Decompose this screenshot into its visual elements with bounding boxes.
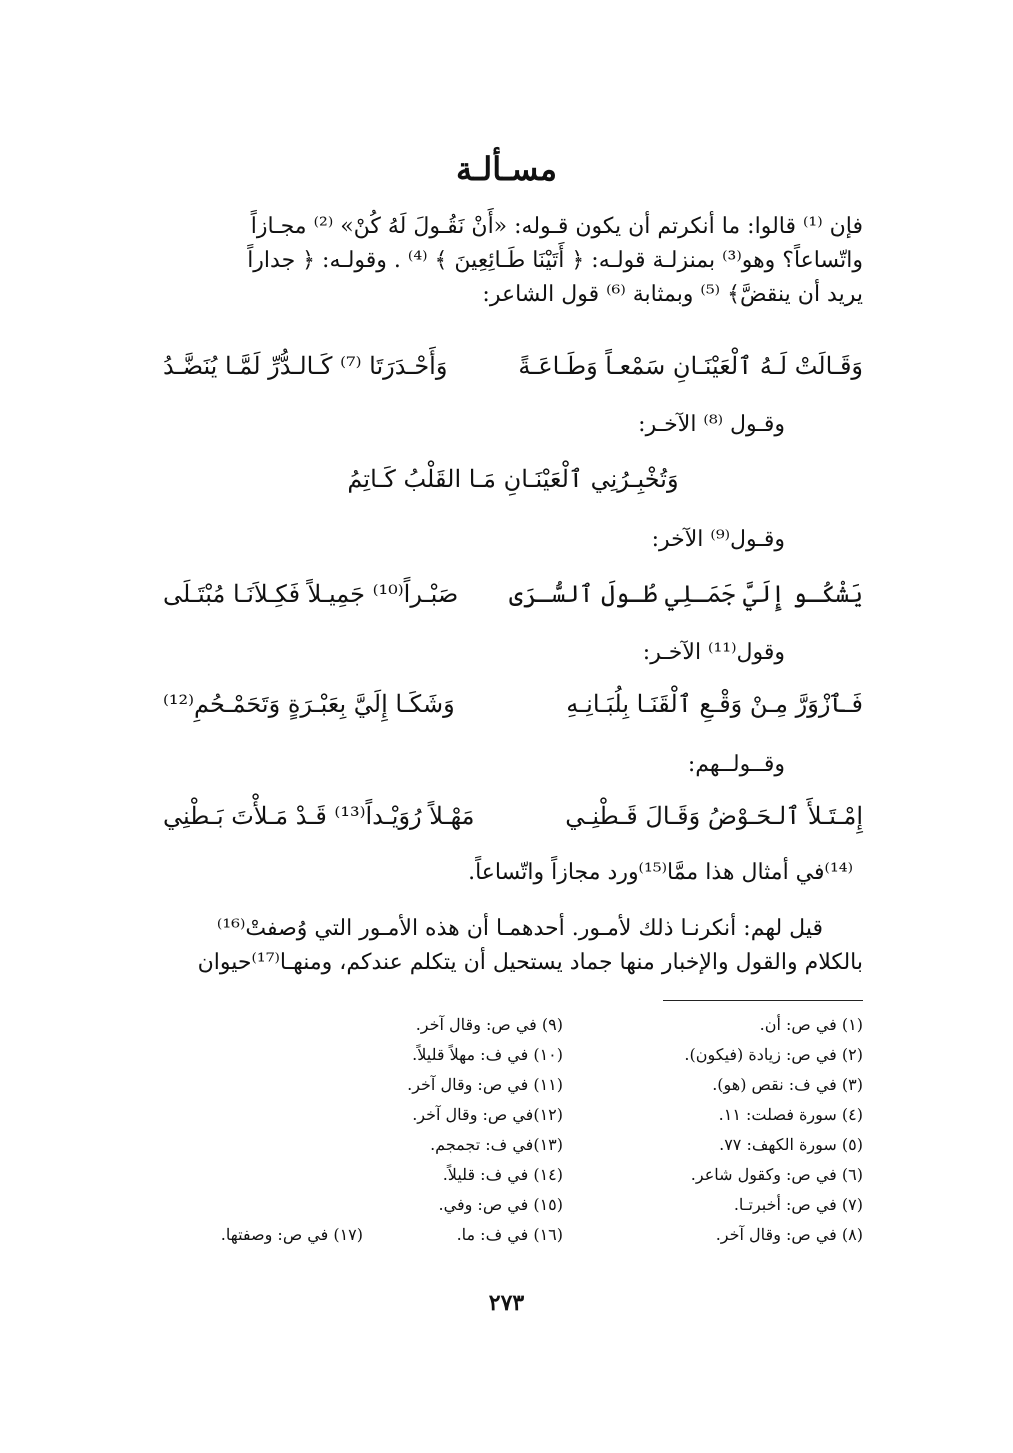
verse-3-hemistich-1: يَشْكُـو إِلَيَّ جَمَـلِي طُـولَ ٱلسُّـرَى [509, 580, 863, 608]
footnote: (١) في ص: أن. [759, 1015, 863, 1034]
footnote: (١١) في ص: وقال آخر. [407, 1075, 563, 1094]
paragraph-1-line-2: واتّساعاً؟ وهو⁽³⁾ بمنزلـة قولـه: ﴿ أَتَيْنَا طَـائِعِينَ ﴾ ⁽⁴⁾ . وقولـه: ﴿ جداراً [247, 248, 863, 273]
verse-1-hemistich-2: وَأَحْـدَرَتَا ⁽⁷⁾ كَـالـدُّرِّ لَمَّـا يُنَضَّـدُ [163, 352, 448, 380]
verse-3-intro: وقـول⁽⁹⁾ الآخر: [651, 527, 785, 552]
paragraph-1 [163, 210, 863, 312]
footnote-separator [663, 1000, 863, 1001]
verse-5-intro: وقــولــهم: [687, 752, 785, 777]
footnote: (٤) سورة فصلت: ١١. [718, 1105, 863, 1124]
paragraph-2 [163, 912, 863, 980]
footnote: (٩) في ص: وقال آخر. [415, 1015, 563, 1034]
footnote: (٧) في ص: أخبرتـا. [733, 1195, 863, 1214]
footnotes-column-2 [353, 1010, 563, 1250]
verse-5-hemistich-2: مَهْـلاً رُوَيْـداً⁽¹³⁾ قَـدْ مَـلأْتَ بَـطْنِي [163, 802, 475, 830]
footnote: (١٢)في ص: وقال آخر. [412, 1105, 563, 1124]
paragraph-1-line-1: فإن ⁽¹⁾ قالوا: ما أنكرتم أن يكون قـوله: «أَنْ نَقُـولَ لَهُ كُنْ» ⁽²⁾ مجـازاً [250, 214, 863, 239]
closing-line: ⁽¹⁴⁾في أمثال هذا ممَّا⁽¹⁵⁾ورد مجازاً واتّساعاً. [468, 860, 853, 885]
section-title: مسـألـة [455, 150, 558, 188]
verse-1 [163, 352, 863, 392]
page-number: ٢٧٣ [488, 1290, 525, 1316]
verse-5-hemistich-1: إِمْـتَـلأَ ٱلـحَـوْضُ وَقَـالَ قَـطْنِـي [565, 802, 863, 830]
verse-5 [163, 802, 863, 842]
footnote: (٦) في ص: وكقول شاعر. [690, 1165, 863, 1184]
footnote: (٢) في ص: زيادة (فيكون). [684, 1045, 863, 1064]
paragraph-2-line-1: قيل لهم: أنكرنـا ذلك لأمـور. أحدهمـا أن هذه الأمـور التي وُصفتْ⁽¹⁶⁾ [216, 916, 823, 941]
paragraph-1-line-3: يريد أن ينقضَّ﴾ ⁽⁵⁾ وبمثابة ⁽⁶⁾ قول الشاعر: [482, 282, 863, 307]
verse-4 [163, 690, 863, 730]
footnote: (١٣)في ف: تجمجم. [430, 1135, 563, 1154]
footnote: (٨) في ص: وقال آخر. [715, 1225, 863, 1244]
footnote: (٣) في ف: نقص (هو). [712, 1075, 863, 1094]
footnote: (١٥) في ص: وفي. [438, 1195, 563, 1214]
verse-3 [163, 580, 863, 620]
footnotes-column-3 [153, 1220, 363, 1250]
verse-2 [163, 465, 863, 505]
verse-3-hemistich-2: صَبْـراً⁽¹⁰⁾ جَمِيـلاً فَكِـلاَنَـا مُبْتَـلَى [163, 580, 459, 608]
footnotes-column-1 [653, 1010, 863, 1250]
verse-4-hemistich-2: وَشَكَـا إِلَيَّ بِعَبْـرَةٍ وَتَحَمْـحُمِ⁽¹²⁾ [163, 690, 455, 718]
footnote: (١٤) في ف: قليلاً. [442, 1165, 563, 1184]
footnote: (٥) سورة الكهف: ٧٧. [719, 1135, 863, 1154]
footnote: (١٦) في ف: ما. [456, 1225, 563, 1244]
footnote: (١٠) في ف: مهلاً قليلاً. [412, 1045, 563, 1064]
paragraph-2-line-2: بالكلام والقول والإخبار منها جماد يستحيل أن يتكلم عندكم، ومنهـا⁽¹⁷⁾حيوان [197, 950, 863, 975]
verse-2-single: وَتُخْبِـرُنِي ٱلْعَيْنَـانِ مَـا القَلْبُ كَـاتِمُ [347, 465, 679, 493]
verse-4-hemistich-1: فَـٱزْوَرَّ مِـنْ وَقْـعِ ٱلْقَنَـا بِلُبَـانِـهِ [566, 690, 863, 718]
footnote: (١٧) في ص: وصفتها. [220, 1225, 363, 1244]
verse-1-hemistich-1: وَقَـالَتْ لَـهُ ٱلْعَيْنَـانِ سَمْعـاً وَطَـاعَـةً [518, 352, 863, 380]
verse-2-intro: وقـول ⁽⁸⁾ الآخـر: [638, 412, 785, 437]
verse-4-intro: وقول⁽¹¹⁾ الآخـر: [642, 640, 785, 665]
